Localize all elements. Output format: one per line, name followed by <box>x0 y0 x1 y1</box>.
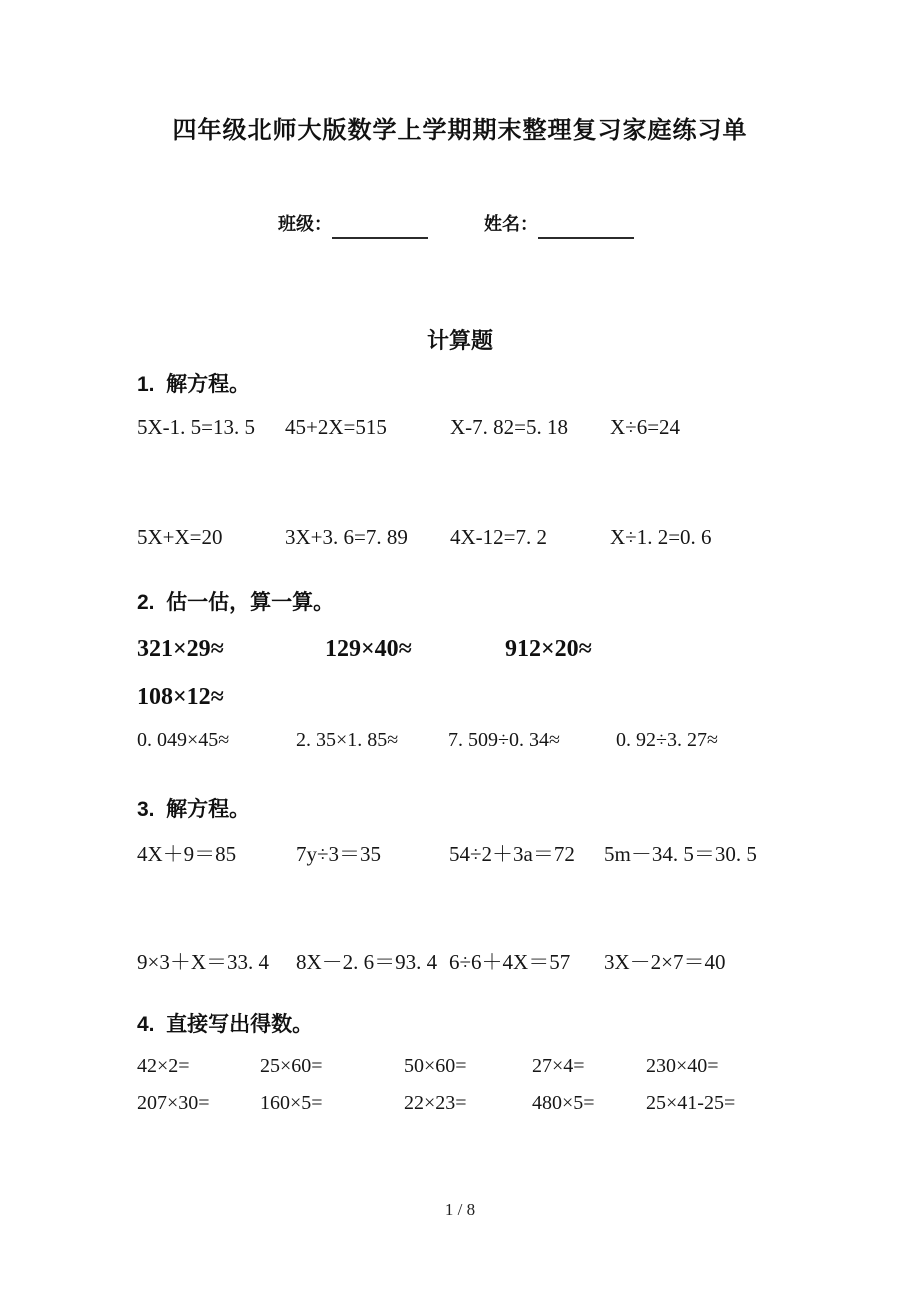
equation: 160×5= <box>260 1092 323 1114</box>
class-name-line <box>278 210 634 236</box>
equation: 2. 35×1. 85≈ <box>296 729 399 751</box>
equation: 4X＋9＝85 <box>137 842 237 866</box>
q4-equation-row-1 <box>137 1055 719 1078</box>
equation: 3X－2×7＝40 <box>604 950 726 974</box>
equation: X÷6=24 <box>610 415 681 439</box>
class-label: 班级： <box>278 214 332 234</box>
equation: 0. 92÷3. 27≈ <box>616 729 718 751</box>
q4-equation-row-2 <box>137 1092 735 1115</box>
equation: 108×12≈ <box>137 684 224 710</box>
q1-equation-row-2 <box>137 525 712 550</box>
page-title: 四年级北师大版数学上学期期末整理复习家庭练习单 <box>172 117 748 144</box>
q2-estimate-row-2 <box>137 684 325 711</box>
q2-estimate-row-3 <box>137 729 718 752</box>
equation: X÷1. 2=0. 6 <box>610 525 712 549</box>
equation: 6÷6＋4X＝57 <box>449 950 571 974</box>
q3-equation-row-1 <box>137 838 757 868</box>
equation: 4X-12=7. 2 <box>450 525 548 549</box>
equation: 912×20≈ <box>505 636 592 662</box>
q4-heading: 4. 直接写出得数。 <box>137 1013 314 1036</box>
equation: 5X+X=20 <box>137 525 223 549</box>
q2-heading: 2. 估一估，算一算。 <box>137 591 335 614</box>
equation: 129×40≈ <box>325 636 412 662</box>
equation: 5m－34. 5＝30. 5 <box>604 842 757 866</box>
equation: 27×4= <box>532 1055 585 1077</box>
equation: 7. 509÷0. 34≈ <box>448 729 560 751</box>
equation: 7y÷3＝35 <box>296 842 382 866</box>
equation: 230×40= <box>646 1055 719 1077</box>
equation: 9×3＋X＝33. 4 <box>137 950 270 974</box>
name-label: 姓名： <box>484 214 538 234</box>
equation: X-7. 82=5. 18 <box>450 415 569 439</box>
equation: 54÷2＋3a＝72 <box>449 842 575 866</box>
name-blank-line <box>538 213 634 239</box>
equation: 207×30= <box>137 1092 210 1114</box>
class-blank-line <box>332 213 428 239</box>
equation: 480×5= <box>532 1092 595 1114</box>
equation: 25×60= <box>260 1055 323 1077</box>
equation: 321×29≈ <box>137 636 224 662</box>
equation: 8X－2. 6＝93. 4 <box>296 950 438 974</box>
equation: 42×2= <box>137 1055 190 1077</box>
equation: 22×23= <box>404 1092 467 1114</box>
q2-estimate-row-1 <box>137 636 592 663</box>
page-number: 1 / 8 <box>444 1200 476 1219</box>
q1-equation-row-1 <box>137 415 680 440</box>
section-header: 计算题 <box>426 328 493 353</box>
equation: 25×41-25= <box>646 1092 736 1114</box>
equation: 50×60= <box>404 1055 467 1077</box>
equation: 45+2X=515 <box>285 415 387 439</box>
equation: 0. 049×45≈ <box>137 729 230 751</box>
q1-heading: 1. 解方程。 <box>137 373 251 396</box>
q3-equation-row-2 <box>137 946 726 976</box>
q3-heading: 3. 解方程。 <box>137 798 251 821</box>
equation: 5X-1. 5=13. 5 <box>137 415 256 439</box>
equation: 3X+3. 6=7. 89 <box>285 525 408 549</box>
